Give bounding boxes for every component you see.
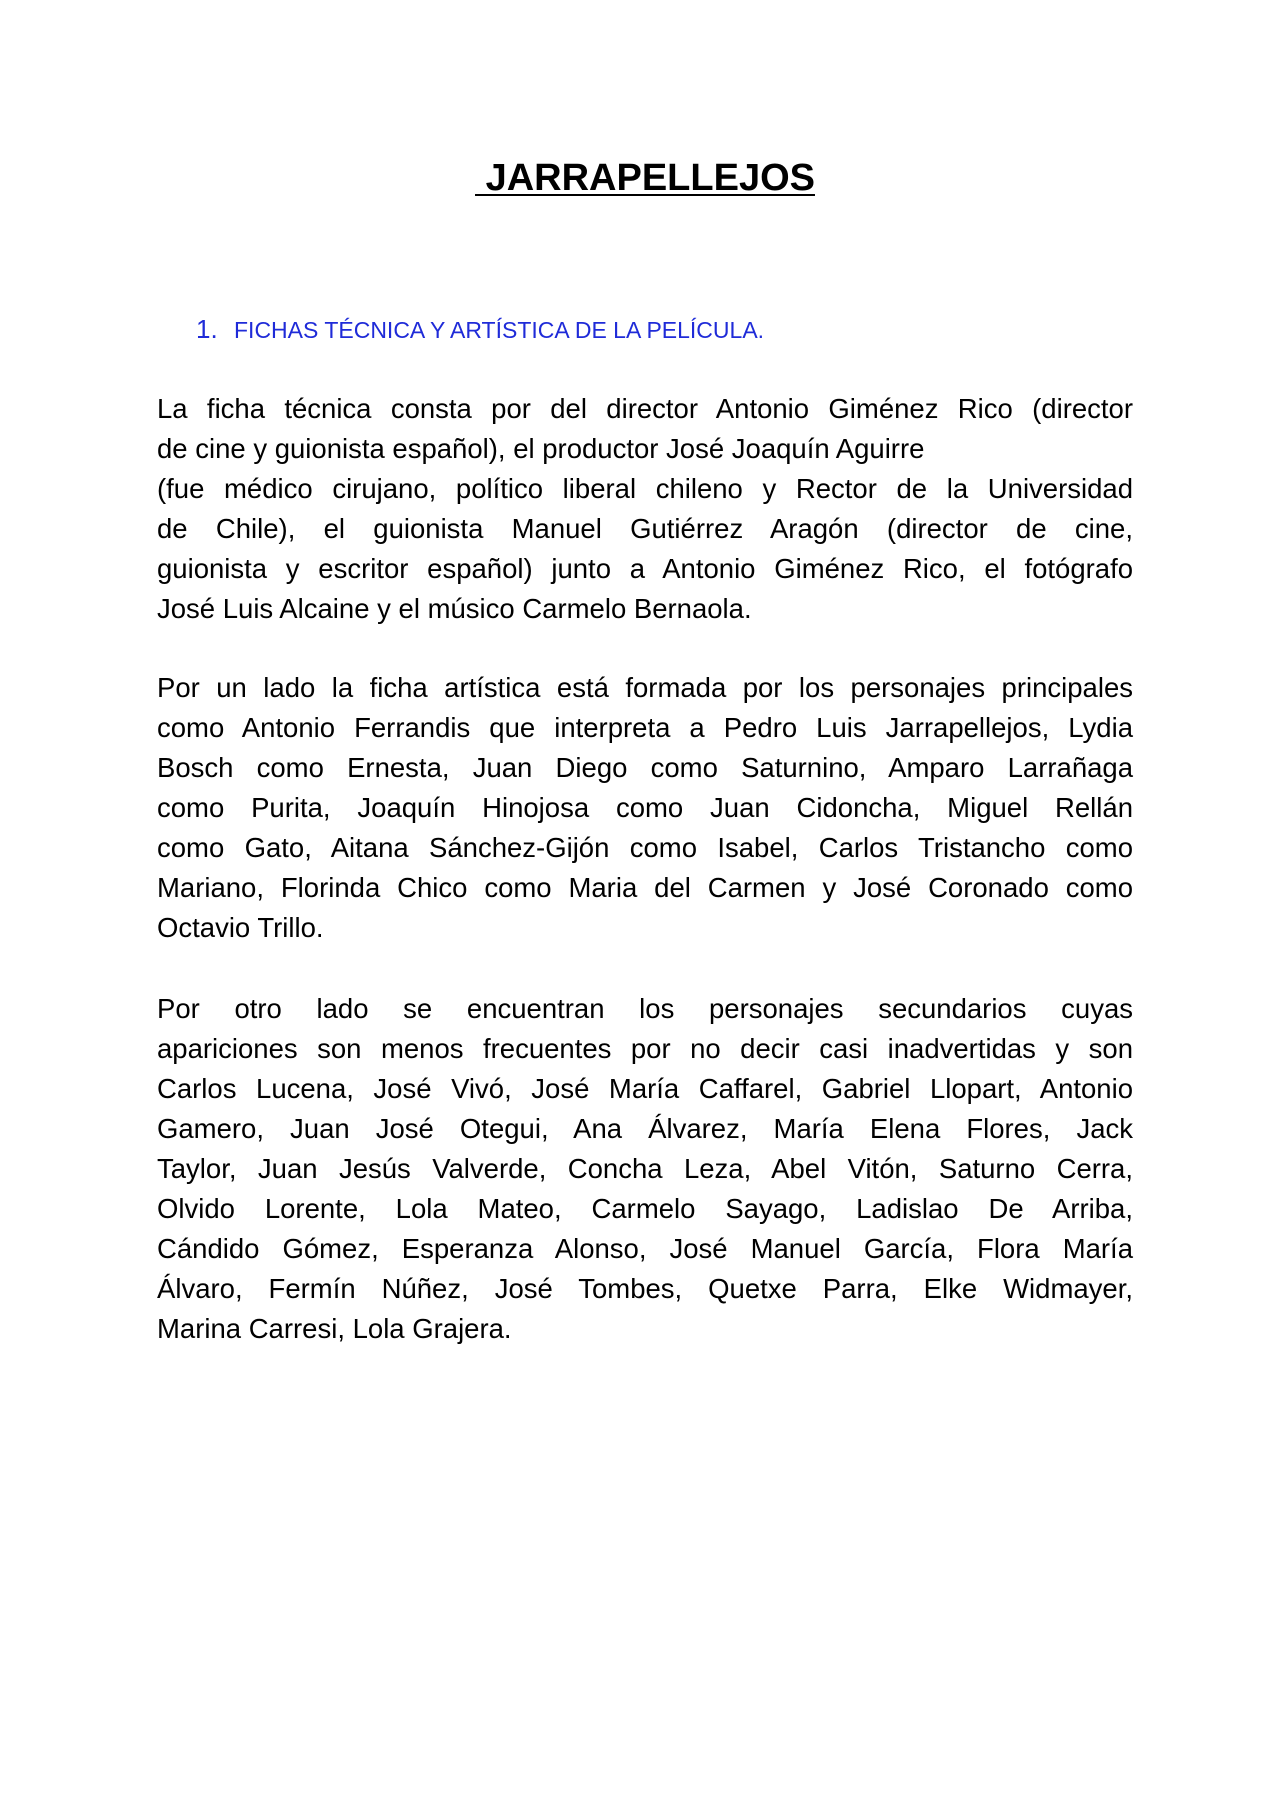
paragraph-technical-sheet: [157, 389, 1133, 629]
text-line: Mariano, Florinda Chico como Maria del Carmen y José Coronado como: [157, 872, 1133, 903]
document-title: JARRAPELLEJOS: [475, 157, 815, 199]
text-line: Cándido Gómez, Esperanza Alonso, José Manuel García, Flora María: [157, 1233, 1133, 1264]
text-line: (fue médico cirujano, político liberal chileno y Rector de la Universidad: [157, 473, 1133, 504]
text-line: de cine y guionista español), el productor José Joaquín Aguirre: [157, 433, 925, 464]
text-line: La ficha técnica consta por del director Antonio Giménez Rico (director: [157, 393, 1133, 424]
text-line: Marina Carresi, Lola Grajera.: [157, 1313, 512, 1344]
text-line: Bosch como Ernesta, Juan Diego como Saturnino, Amparo Larrañaga: [157, 752, 1133, 783]
text-line: Taylor, Juan Jesús Valverde, Concha Leza, Abel Vitón, Saturno Cerra,: [157, 1153, 1133, 1184]
text-line: de Chile), el guionista Manuel Gutiérrez Aragón (director de cine,: [157, 513, 1133, 544]
text-line: guionista y escritor español) junto a Antonio Giménez Rico, el fotógrafo: [157, 553, 1133, 584]
section-number: 1.: [196, 314, 218, 344]
text-line: Octavio Trillo.: [157, 912, 324, 943]
section-heading-text: FICHAS TÉCNICA Y ARTÍSTICA DE LA PELÍCULA.: [234, 317, 765, 343]
text-line: Por otro lado se encuentran los personajes secundarios cuyas: [157, 993, 1133, 1024]
paragraph-main-cast: [157, 668, 1133, 948]
text-line: Olvido Lorente, Lola Mateo, Carmelo Sayago, Ladislao De Arriba,: [157, 1193, 1133, 1224]
text-line: Álvaro, Fermín Núñez, José Tombes, Quetxe Parra, Elke Widmayer,: [157, 1273, 1133, 1304]
text-line: Carlos Lucena, José Vivó, José María Caffarel, Gabriel Llopart, Antonio: [157, 1073, 1133, 1104]
text-line: como Antonio Ferrandis que interpreta a Pedro Luis Jarrapellejos, Lydia: [157, 712, 1133, 743]
text-line: Gamero, Juan José Otegui, Ana Álvarez, María Elena Flores, Jack: [157, 1113, 1133, 1144]
section-heading: [196, 313, 764, 346]
paragraph-supporting-cast: [157, 989, 1133, 1349]
text-line: Por un lado la ficha artística está formada por los personajes principales: [157, 672, 1133, 703]
text-line: como Gato, Aitana Sánchez-Gijón como Isabel, Carlos Tristancho como: [157, 832, 1133, 863]
text-line: apariciones son menos frecuentes por no decir casi inadvertidas y son: [157, 1033, 1133, 1064]
text-line: como Purita, Joaquín Hinojosa como Juan Cidoncha, Miguel Rellán: [157, 792, 1133, 823]
text-line: José Luis Alcaine y el músico Carmelo Bernaola.: [157, 593, 752, 624]
